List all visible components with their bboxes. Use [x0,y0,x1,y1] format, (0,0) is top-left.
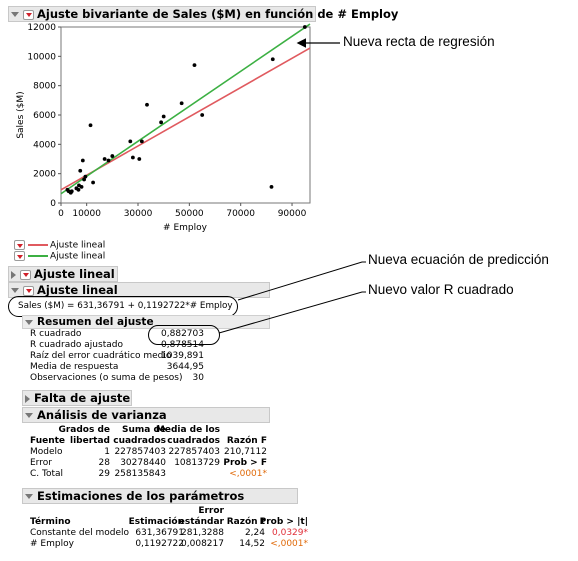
params-cell: Constante del modelo [30,528,129,538]
anova-cell: 227857403 [168,447,220,457]
params-cell: 0,008217 [181,539,224,549]
summary-value: 3644,95 [166,362,204,372]
y-tick-label: 4000 [33,140,56,151]
x-tick-label: 10000 [72,209,101,219]
anova-cell: 258135843 [114,469,166,479]
x-tick-label: 30000 [123,209,153,219]
y-tick-label: 8000 [33,81,56,92]
y-tick-label: 0 [50,199,56,209]
params-col-header: Error [198,506,224,516]
anova-col-header: libertad [70,436,110,446]
params-cell: 631,36791 [135,528,184,538]
y-tick-label: 6000 [33,111,56,121]
params-col-header: estándar [178,517,224,527]
params-prob-value: 0,0329* [272,528,308,538]
parameter-estimates-title: Estimaciones de los parámetros [37,489,245,503]
y-axis-label: Sales ($M) [16,91,26,139]
x-tick-label: 70000 [226,209,256,219]
legend-label: Ajuste lineal [50,240,106,251]
params-cell: # Employ [30,539,74,549]
collapsed-fit-title: Ajuste lineal [34,267,115,281]
report-title: Ajuste bivariante de Sales ($M) en función de # Employ [37,7,399,21]
r-squared-leader-line [219,292,366,333]
params-col-header: Razón t [226,517,265,527]
y-tick-label: 10000 [27,52,56,63]
y-tick-label: 12000 [27,23,56,33]
anova-prob-value: <,0001* [229,469,267,479]
params-col-header: Término [30,517,71,527]
summary-value: 30 [192,373,204,383]
anova-cell: 28 [98,458,110,468]
anova-col-header: Fuente [30,436,66,446]
anova-col-header: Media de los [155,425,220,435]
params-cell: 281,3288 [181,528,224,538]
summary-value: 0,878514 [161,340,204,350]
x-tick-label: 50000 [175,209,204,219]
anova-col-header: cuadrados [113,436,166,446]
y-tick-label: 2000 [33,169,56,180]
callout-r-squared: Nuevo valor R cuadrado [368,282,514,297]
summary-of-fit-title: Resumen del ajuste [37,316,154,328]
anova-cell: Prob > F [223,458,267,468]
summary-value: 1039,891 [161,351,204,361]
anova-cell: 1 [104,447,110,457]
params-col-header: Prob > |t| [259,517,308,527]
lack-of-fit-title: Falta de ajuste [34,391,131,405]
callout-regression-line: Nueva recta de regresión [343,34,495,49]
anova-cell: 30278440 [120,458,166,468]
summary-label: Observaciones (o suma de pesos) [30,373,183,383]
callout-prediction-equation: Nueva ecuación de predicción [368,252,549,267]
anova-cell: Error [30,458,52,468]
x-tick-label: 90000 [277,209,307,219]
anova-col-header: cuadrados [167,436,220,446]
anova-cell: C. Total [30,469,64,479]
params-cell: 2,24 [244,528,265,538]
params-prob-value: <,0001* [270,539,308,549]
summary-label: Media de respuesta [30,362,119,372]
anova-col-header: Grados de [58,425,110,435]
summary-label: Raíz del error cuadrático medio [30,351,172,361]
open-fit-title: Ajuste lineal [37,283,118,297]
anova-col-header: Suma de [121,425,166,435]
summary-label: R cuadrado ajustado [30,340,123,350]
params-cell: 14,52 [239,539,265,549]
anova-title: Análisis de varianza [37,408,167,422]
anova-col-header: Razón F [226,436,267,446]
anova-cell: 210,7112 [224,447,267,457]
anova-cell: Modelo [30,447,63,457]
x-axis-label: # Employ [163,223,207,232]
params-cell: 0,1192722 [135,539,184,549]
legend-label: Ajuste lineal [50,251,106,262]
params-col-header: Estimación [128,517,184,527]
summary-value: 0,882703 [161,329,204,339]
prediction-equation: Sales ($M) = 631,36791 + 0,1192722*# Employ [18,301,233,311]
anova-cell: 29 [98,469,110,479]
anova-cell: 227857403 [114,447,166,457]
anova-cell: 10813729 [174,458,220,468]
x-tick-label: 0 [58,209,64,219]
summary-label: R cuadrado [30,329,82,339]
equation-leader-line [238,262,366,300]
